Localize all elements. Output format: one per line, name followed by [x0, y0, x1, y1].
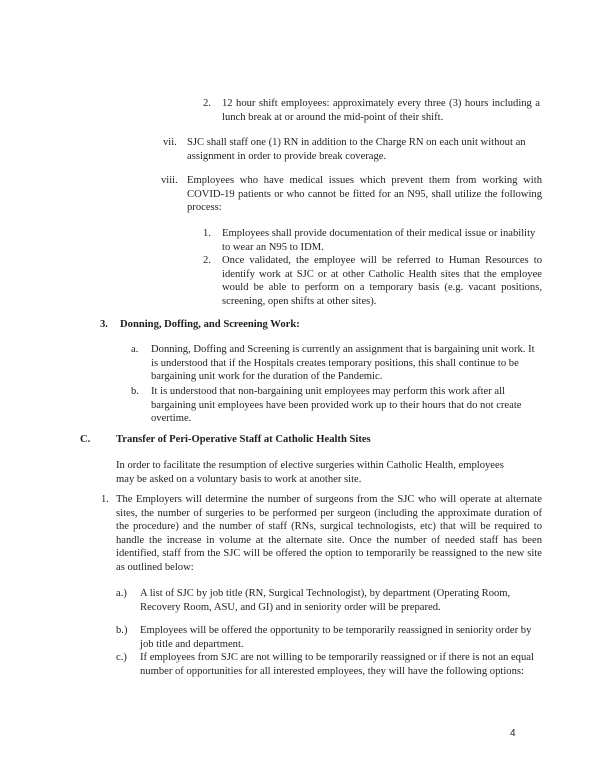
section-c-letter: C.: [80, 434, 91, 445]
item-3-number: 3.: [100, 319, 108, 330]
subitem-b-text: Employees will be offered the opportunity to be temporarily reassigned in seniority order by job title and department.: [140, 625, 532, 650]
item-vii-text: SJC shall staff one (1) RN in addition to the Charge RN on each unit without an assignment in order to provide break coverage.: [187, 137, 526, 162]
viii-sub-2-number: 2.: [203, 255, 211, 266]
item-3b-number: b.: [131, 386, 139, 397]
item-3a-text: Donning, Doffing and Screening is currently an assignment that is bargaining unit work. It is understood that if the Hospitals creates temporary positions, this shall continue to be bargaining unit work for the duration of the Pandemic.: [151, 344, 535, 383]
item-viii-text: Employees who have medical issues which prevent them from working with COVID-19 patients or who cannot be fitted for an N95, shall utilize the following process:: [187, 175, 542, 214]
subitem-c-text: If employees from SJC are not willing to be temporarily reassigned or if there is not an equal number of opportunities for all interested employees, they will have the following options:: [140, 652, 534, 677]
item-viii-number: viii.: [161, 175, 178, 186]
viii-sub-2-text: Once validated, the employee will be referred to Human Resources to identify work at SJC or at other Catholic Health sites that the employee would be able to perform on a temporary basis (e.g. vacant positions, screening, open shifts at other sites).: [222, 255, 542, 307]
shift-item-number: 2.: [203, 98, 211, 109]
viii-sub-1-text: Employees shall provide documentation of their medical issue or inability to wear an N95 to IDM.: [222, 228, 536, 253]
item-vii-number: vii.: [163, 137, 177, 148]
subitem-a-text: A list of SJC by job title (RN, Surgical Technologist), by department (Operating Room, Recovery Room, ASU, and GI) and in seniority order will be prepared.: [140, 588, 511, 613]
section-c-intro: In order to facilitate the resumption of elective surgeries within Catholic Health, employees may be asked on a voluntary basis to work at another site.: [116, 460, 504, 485]
section-c-item-1-number: 1.: [101, 494, 109, 505]
subitem-c-number: c.): [116, 652, 127, 663]
viii-sub-1-number: 1.: [203, 228, 211, 239]
subitem-b-number: b.): [116, 625, 128, 636]
item-3-heading: Donning, Doffing, and Screening Work:: [120, 319, 300, 330]
page-number: 4: [510, 728, 516, 739]
section-c-item-1-text: The Employers will determine the number of surgeons from the SJC who will operate at alternate sites, the number of surgeries to be performed per surgeon (including the approximate duration of the procedure) and the number of staff (RNs, surgical technologists, etc) that will be required to handle the increase in volume at the alternate site. Once the number of needed staff has been identified, staff from the SJC will be offered the option to temporarily be reassigned to the new site as outlined below:: [116, 494, 542, 573]
subitem-a-number: a.): [116, 588, 127, 599]
item-3b-text: It is understood that non-bargaining unit employees may perform this work after all bargaining unit employees have been provided work up to their hours that do not create overtime.: [151, 386, 522, 425]
section-c-heading: Transfer of Peri-Operative Staff at Catholic Health Sites: [116, 434, 371, 445]
shift-item-text: 12 hour shift employees: approximately every three (3) hours including a lunch break at or around the mid-point of their shift.: [222, 98, 540, 123]
item-3a-number: a.: [131, 344, 139, 355]
